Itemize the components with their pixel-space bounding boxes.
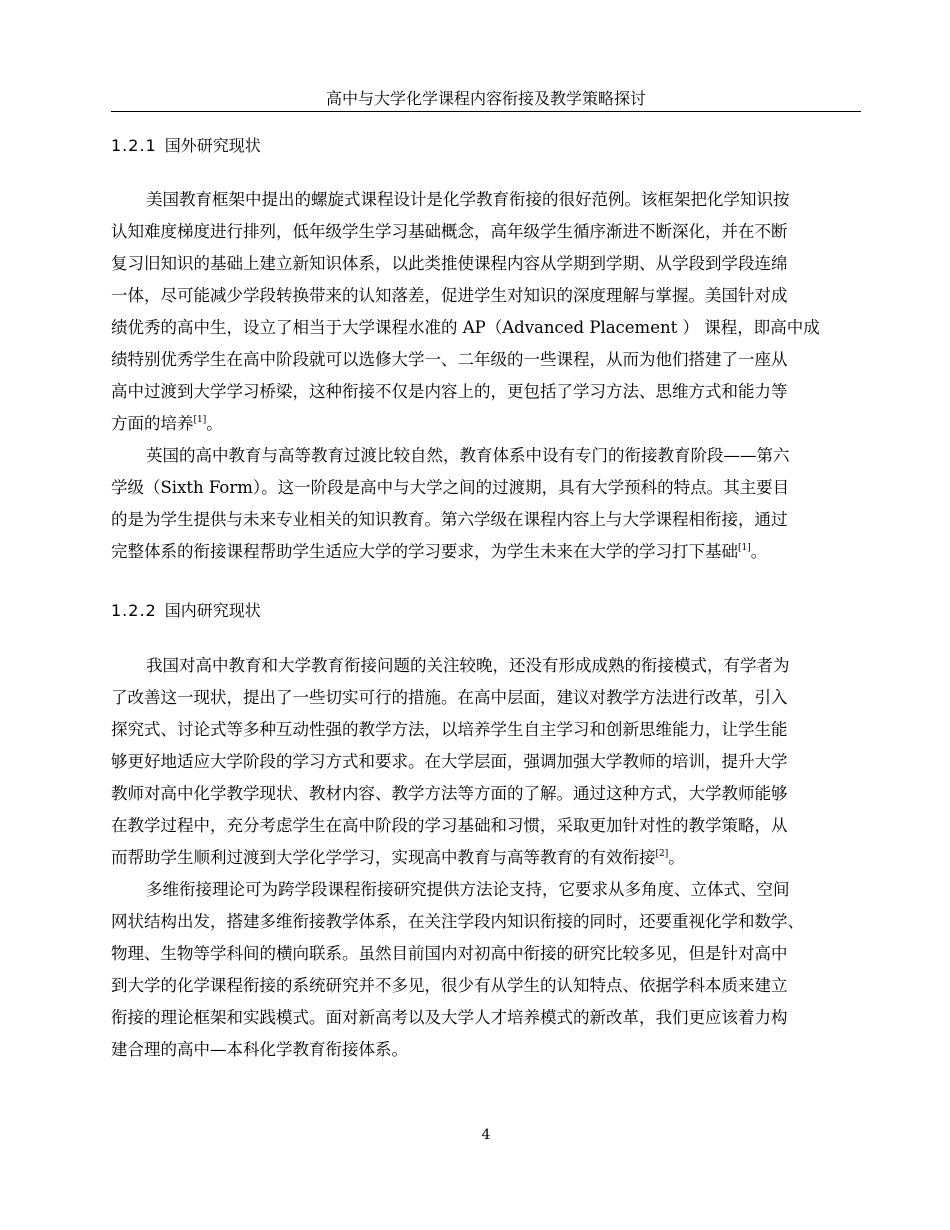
text-line: 多维衔接理论可为跨学段课程衔接研究提供方法论支持，它要求从多角度、立体式、空间 — [146, 880, 790, 899]
text-fragment: 而帮助学生顺利过渡到大学化学学习，实现高中教育与高等教育的有效衔接 — [111, 848, 656, 867]
text-line: 美国教育框架中提出的螺旋式课程设计是化学教育衔接的很好范例。该框架把化学知识按 — [146, 190, 790, 209]
text-line: 网状结构出发，搭建多维衔接教学体系，在关注学段内知识衔接的同时，还要重视化学和数学、 — [111, 912, 804, 931]
text-line: 一体，尽可能减少学段转换带来的认知落差，促进学生对知识的深度理解与掌握。美国针对成 — [111, 286, 788, 305]
text-line-last — [111, 536, 861, 568]
header-rule — [111, 111, 861, 112]
text-line: 绩特别优秀学生在高中阶段就可以选修大学一、二年级的一些课程，从而为他们搭建了一座从 — [111, 350, 788, 369]
paragraph-domestic-measures — [111, 650, 861, 874]
text-line-last — [111, 842, 861, 874]
running-header: 高中与大学化学课程内容衔接及教学策略探讨 — [325, 89, 646, 108]
text-line: 建合理的高中—本科化学教育衔接体系。 — [111, 1040, 408, 1059]
text-line: 到大学的化学课程衔接的系统研究并不多见，很少有从学生的认知特点、依据学科本质来建立 — [111, 976, 788, 995]
section-heading-1-2-1 — [111, 136, 261, 156]
text-line: 绩优秀的高中生，设立了相当于大学课程水准的 AP（Advanced Placement ） 课程，即高中成 — [111, 318, 820, 337]
text-fragment: 方面的培养 — [111, 414, 194, 433]
citation-marker: [2] — [655, 849, 669, 859]
citation-marker: [1] — [193, 415, 207, 425]
text-line: 认知难度梯度进行排列，低年级学生学习基础概念，高年级学生循序渐进不断深化，并在不断 — [111, 222, 788, 241]
citation-marker: [1] — [738, 543, 751, 553]
paragraph-us-spiral-curriculum — [111, 184, 861, 440]
text-line: 学级（Sixth Form）。这一阶段是高中与大学之间的过渡期，具有大学预科的特点。其主要目 — [111, 478, 790, 497]
text-line: 物理、生物等学科间的横向联系。虽然目前国内对初高中衔接的研究比较多见，但是针对高中 — [111, 944, 788, 963]
text-line: 的是为学生提供与未来专业相关的知识教育。第六学级在课程内容上与大学课程相衔接，通过 — [111, 510, 788, 529]
section-number: 1.2.1 — [111, 136, 157, 155]
text-line: 我国对高中教育和大学教育衔接问题的关注较晚，还没有形成成熟的衔接模式，有学者为 — [146, 656, 790, 675]
text-line: 高中过渡到大学学习桥梁，这种衔接不仅是内容上的，更包括了学习方法、思维方式和能力等 — [111, 382, 788, 401]
section-heading-1-2-2 — [111, 601, 261, 621]
sentence-end: 。 — [206, 414, 223, 433]
section-title: 国外研究现状 — [164, 136, 261, 155]
text-line: 够更好地适应大学阶段的学习方式和要求。在大学层面，强调加强大学教师的培训，提升大学 — [111, 752, 788, 771]
page-number: 4 — [481, 1127, 491, 1143]
section-number: 1.2.2 — [111, 601, 157, 620]
text-fragment: 完整体系的衔接课程帮助学生适应大学的学习要求，为学生未来在大学的学习打下基础 — [111, 542, 738, 561]
text-line-last — [111, 408, 861, 440]
sentence-end: 。 — [668, 848, 685, 867]
sentence-end: 。 — [750, 542, 768, 561]
text-line: 教师对高中化学教学现状、教材内容、教学方法等方面的了解。通过这种方式，大学教师能够 — [111, 784, 788, 803]
text-line: 探究式、讨论式等多种互动性强的教学方法，以培养学生自主学习和创新思维能力，让学生能 — [111, 720, 788, 739]
text-line: 衔接的理论框架和实践模式。面对新高考以及大学人才培养模式的新改革，我们更应该着力构 — [111, 1008, 788, 1027]
paragraph-multidimensional-theory — [111, 874, 861, 1066]
text-line: 了改善这一现状，提出了一些切实可行的措施。在高中层面，建议对教学方法进行改革，引入 — [111, 688, 788, 707]
text-line: 在教学过程中，充分考虑学生在高中阶段的学习基础和习惯，采取更加针对性的教学策略，从 — [111, 816, 788, 835]
paragraph-uk-sixth-form — [111, 440, 861, 568]
text-line: 复习旧知识的基础上建立新知识体系，以此类推使课程内容从学期到学期、从学段到学段连绵 — [111, 254, 788, 273]
text-line: 英国的高中教育与高等教育过渡比较自然，教育体系中设有专门的衔接教育阶段——第六 — [146, 446, 790, 465]
section-title: 国内研究现状 — [164, 601, 261, 620]
